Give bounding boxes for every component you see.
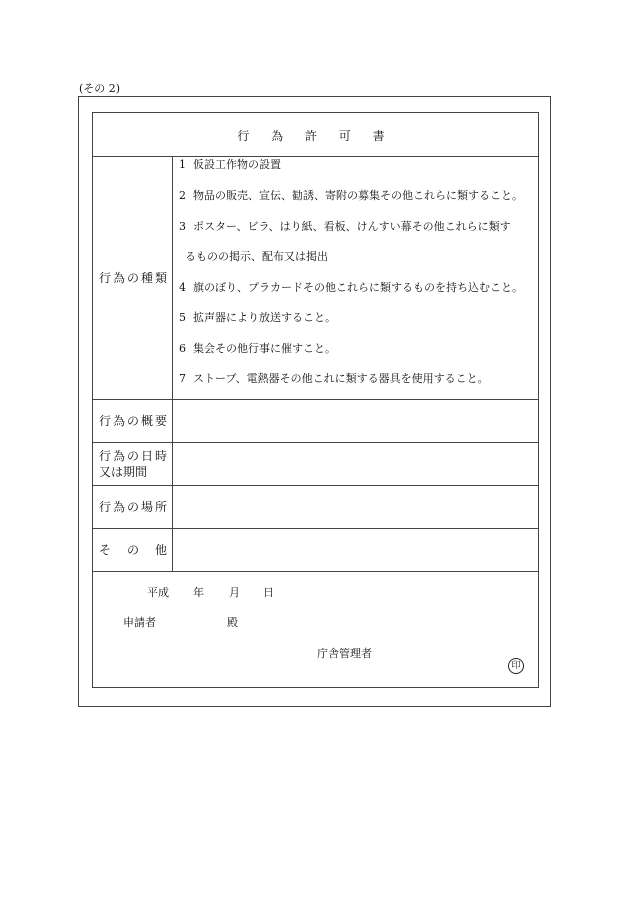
item-text: ポスター、ビラ、はり紙、看板、けんすい幕その他これらに類す <box>193 220 511 233</box>
item-number: 5 <box>179 311 186 324</box>
column-divider <box>172 156 173 571</box>
row-divider <box>93 399 538 400</box>
list-item <box>179 220 511 234</box>
honorific: 殿 <box>227 616 238 629</box>
list-item <box>179 342 336 356</box>
row-divider <box>93 528 538 529</box>
manager-label: 庁舎管理者 <box>317 647 372 660</box>
date-era: 平成 <box>147 586 169 599</box>
date-year: 年 <box>193 586 204 599</box>
list-item-continuation <box>185 250 328 264</box>
label-datetime-1: 行為の日時 <box>99 449 170 463</box>
label-summary: 行為の概要 <box>99 414 170 428</box>
row-divider <box>93 571 538 572</box>
item-number: 4 <box>179 281 186 294</box>
label-kind: 行為の種類 <box>99 271 170 285</box>
item-number: 6 <box>179 342 186 355</box>
item-number: 1 <box>179 158 186 171</box>
item-number: 7 <box>179 372 186 385</box>
permit-form <box>92 112 539 688</box>
date-day: 日 <box>263 586 274 599</box>
item-number: 2 <box>179 189 186 202</box>
applicant-label: 申請者 <box>123 616 156 629</box>
item-number: 3 <box>179 220 186 233</box>
item-text: 物品の販売、宣伝、勧誘、寄附の募集その他これらに類すること。 <box>193 189 523 202</box>
row-divider <box>93 485 538 486</box>
item-text: ストーブ、電熱器その他これに類する器具を使用すること。 <box>193 372 489 385</box>
item-text: 旗のぼり、プラカードその他これらに類するものを持ち込むこと。 <box>193 281 523 294</box>
list-item <box>179 189 523 203</box>
label-place: 行為の場所 <box>99 500 170 514</box>
item-text: るものの掲示、配布又は掲出 <box>185 250 328 263</box>
list-item <box>179 311 336 325</box>
row-divider <box>93 442 538 443</box>
item-text: 仮設工作物の設置 <box>193 158 281 171</box>
label-datetime-2: 又は期間 <box>99 465 148 479</box>
item-text: 拡声器により放送すること。 <box>193 311 336 324</box>
list-item <box>179 372 489 386</box>
label-other: そ の 他 <box>99 543 170 557</box>
seal-icon: 印 <box>508 658 524 674</box>
list-item <box>179 158 281 172</box>
list-item <box>179 281 523 295</box>
date-month: 月 <box>229 586 240 599</box>
form-caption: (その 2) <box>79 82 121 95</box>
item-text: 集会その他行事に催すこと。 <box>193 342 336 355</box>
row-divider <box>93 156 538 157</box>
form-title: 行 為 許 可 書 <box>237 129 394 143</box>
